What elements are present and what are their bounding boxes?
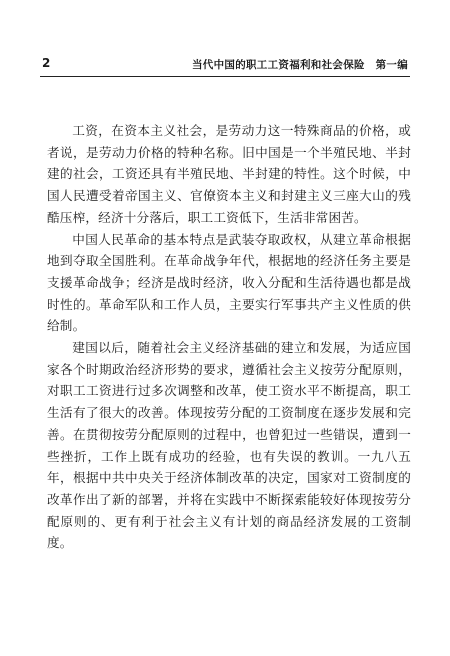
page-header [40, 54, 410, 77]
body-text [47, 120, 411, 554]
paragraph-revolution-period: 中国人民革命的基本特点是武装夺取政权，从建立革命根据地到夺取全国胜利。在革命战争年代，根据地的经济任务主要是支援革命战争；经济是战时经济，收入分配和生活待遇也都是战时性的。革命军队和工作人员，主要实行军事共产主义性质的供给制。 [47, 231, 411, 334]
page-number: 2 [42, 56, 51, 70]
paragraph-post-founding: 建国以后，随着社会主义经济基础的建立和发展，为适应国家各个时期政治经济形势的要求，遵循社会主义按劳分配原则，对职工工资进行过多次调整和改革，使工资水平不断提高，职工生活有了很大的改善。体现按劳分配的工资制度在逐步发展和完善。在贯彻按劳分配原则的过程中，也曾犯过一些错误，遭到一些挫折，工作上既有成功的经验，也有失误的教训。一九八五年，根据中共中央关于经济体制改革的决定，国家对工资制度的改革作出了新的部署，并将在实践中不断探索能较好体现按劳分配原则的、更有利于社会主义有计划的商品经济发展的工资制度。 [47, 340, 411, 551]
running-title: 当代中国的职工工资福利和社会保险 第一编 [192, 59, 408, 71]
paragraph-wages-definition: 工资，在资本主义社会，是劳动力这一特殊商品的价格，或者说，是劳动力价格的特种名称。旧中国是一个半殖民地、半封建的社会，工资还具有半殖民地、半封建的特性。这个时候，中国人民遭受着帝国主义、官僚资本主义和封建主义三座大山的残酷压榨，经济十分落后，职工工资低下，生活非常困苦。 [47, 123, 411, 225]
